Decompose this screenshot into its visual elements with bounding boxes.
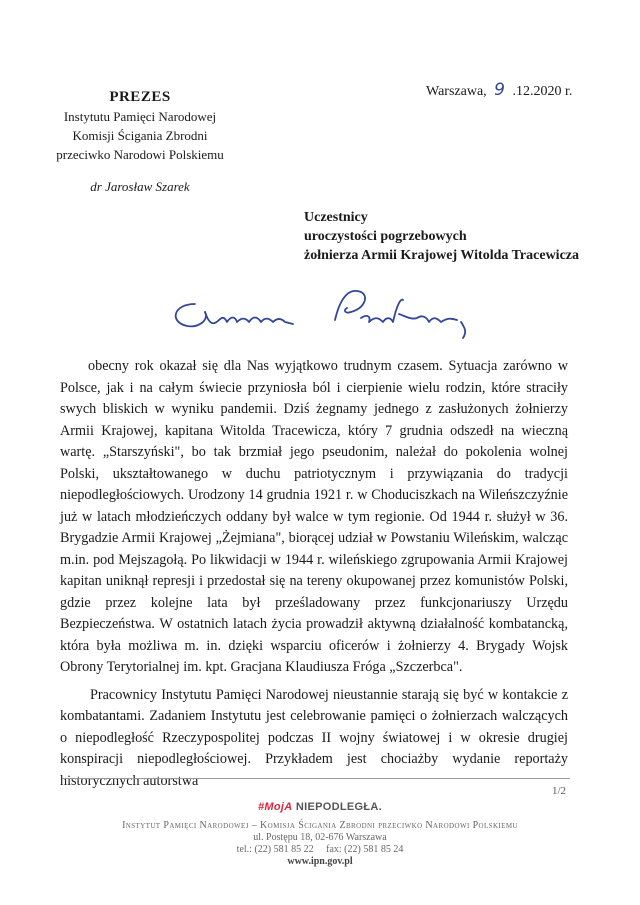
handwritten-salutation [165, 284, 505, 344]
sender-title: PREZES [109, 89, 171, 105]
letterhead-footer [60, 801, 580, 868]
footer-contact [60, 844, 580, 856]
recipient-block [304, 208, 579, 265]
logo-text: NIEPODLEGŁA. [295, 801, 382, 813]
logo-mark: #MojA [258, 801, 293, 813]
recipient-line-2: uroczystości pogrzebowych [304, 229, 467, 244]
sender-line-2: Komisji Ścigania Zbrodni [72, 128, 208, 143]
place-prefix: Warszawa, [426, 84, 487, 99]
footer-fax: fax: (22) 581 85 24 [326, 844, 404, 855]
sender-line-1: Instytutu Pamięci Narodowej [63, 109, 217, 124]
recipient-line-3: żołnierza Armii Krajowej Witolda Tracewicza [304, 248, 580, 263]
date-suffix: .12.2020 r. [512, 84, 573, 99]
footer-address: ul. Postępu 18, 02-676 Warszawa [253, 832, 387, 843]
handwritten-day: 9 [494, 80, 505, 100]
footer-website: www.ipn.gov.pl [287, 856, 353, 867]
place-date-line [426, 80, 572, 100]
recipient-line-1: Uczestnicy [304, 210, 368, 225]
footer-institution: Instytut Pamięci Narodowej – Komisja Ścigania Zbrodni przeciwko Narodowi Polskiemu [122, 820, 518, 831]
footer-phone: tel.: (22) 581 85 22 [236, 844, 314, 855]
letter-body [60, 356, 568, 798]
page-number: 1/2 [552, 785, 567, 797]
sender-line-3: przeciwko Narodowi Polskiemu [56, 147, 224, 162]
body-paragraph-2: Pracownicy Instytutu Pamięci Narodowej nieustannie starają się być w kontakcie z kombatantami. Zadaniem Instytutu jest celebrowanie pamięci o żołnierzach walczących o niepodległość Rzeczypospolitej podczas II wojny światowej i w okresie drugiej konspiracji niepodległościowej. Przykładem jest chociażby wydanie reportaży historycznych autorstwa [60, 686, 568, 789]
body-paragraph-1: obecny rok okazał się dla Nas wyjątkowo trudnym czasem. Sytuacja zarówno w Polsce, jak i na całym świecie przyniosła ból i cierpienie wielu rodzin, które straciły swych bliskich w wyniku pandemii. Dziś żegnamy jednego z zasłużonych żołnierzy Armii Krajowej, kapitana Witolda Tracewicza, który 7 grudnia odszedł na wieczną wartę. „Starszyński", bo tak brzmiał jego pseudonim, należał do pokolenia wolnej Polski, ukształtowanego w duchu patriotycznym i przywiązania do tradycji niepodległościowych. Urodzony 14 grudnia 1921 r. w Choduciszkach na Wileńszczyźnie już w latach młodzieńczych oddany był walce w tym regionie. Od 1944 r. służył w 36. Brygadzie Armii Krajowej „Żejmiana", biorącej udział w Powstaniu Wileńskim, walcząc m.in. pod Mejszagołą. Po likwidacji w 1944 r. wileńskiego zgrupowania Armii Krajowej kapitan uniknął represji i przedostał się na tereny okupowanej przez komunistów Polski, gdzie przez kolejne lata był prześladowany przez funkcjonariuszy Urzędu Bezpieczeństwa. W ostatnich latach życia prowadził aktywną działalność kombatancką, która była możliwa m. in. dzięki wsparciu oficerów i żołnierzy 4. Brygady Wojsk Obrony Terytorialnej im. kpt. Gracjana Klaudiusza Fróga „Szczerbca". [60, 358, 568, 675]
sender-block [40, 88, 240, 196]
sender-name: dr Jarosław Szarek [90, 179, 190, 194]
campaign-logo [60, 801, 580, 813]
footer-divider [62, 778, 570, 779]
